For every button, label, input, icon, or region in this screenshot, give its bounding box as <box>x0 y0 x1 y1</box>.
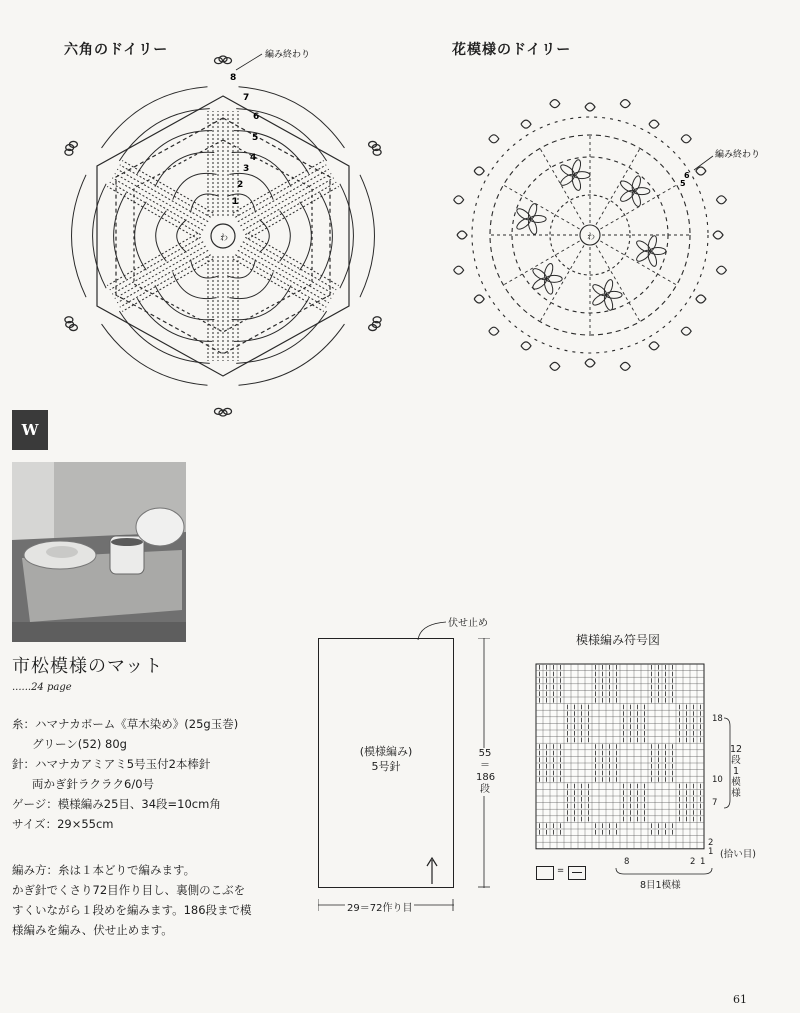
needle-size-label: 5号針 <box>371 760 401 773</box>
bind-off-label: 伏せ止め <box>448 618 488 629</box>
mat-photo <box>12 462 186 642</box>
section-tag: W <box>12 410 48 450</box>
row-label-7: 7 <box>712 798 718 808</box>
col-label-2: 2 <box>690 857 696 867</box>
hex-round-6: 6 <box>253 112 260 122</box>
knit-direction-arrow <box>424 854 444 888</box>
legend-purl-symbol <box>568 866 586 880</box>
flower-doily-diagram <box>440 80 770 380</box>
hex-round-1: 1 <box>232 197 239 207</box>
hex-round-3: 3 <box>243 164 250 174</box>
repeat-rows-4: 模 <box>731 777 741 788</box>
hex-doily-diagram <box>40 40 420 440</box>
page-reference: ......24 page <box>12 682 72 693</box>
needle-line: 針：ハマナカアミアミ5号玉付2本棒針 <box>12 757 211 771</box>
repeat-rows-2: 段 <box>731 755 741 766</box>
flower-round-5: 5 <box>680 179 686 188</box>
height-eq: ＝ <box>480 760 490 771</box>
howto-line: かぎ針でくさり72目作り目し、裏側のこぶを <box>12 883 246 897</box>
stitch-chart-grid <box>530 660 720 856</box>
gauge-line: ゲージ：模様編み25目、34段=10cm角 <box>12 797 221 811</box>
repeat-rows-3: 1 <box>732 766 740 777</box>
height-cm: 55 <box>478 748 492 759</box>
repeat-cols-label: 8目1模様 <box>640 880 681 891</box>
howto-line: 様編みを編み、伏せ止めます。 <box>12 923 173 937</box>
chart-title: 模様編み符号図 <box>576 633 661 647</box>
col-label-1: 1 <box>700 857 706 867</box>
yarn-line: 糸：ハマナカボーム《草木染め》(25g玉巻) <box>12 717 239 731</box>
howto-instructions <box>12 860 252 940</box>
mat-materials <box>12 714 238 834</box>
col-label-8: 8 <box>624 857 630 867</box>
hex-round-8: 8 <box>230 73 237 83</box>
repeat-rows-5: 様 <box>731 788 741 799</box>
hex-center-label: わ <box>220 233 228 242</box>
height-rows-unit: 段 <box>480 784 490 795</box>
hex-round-7: 7 <box>243 93 250 103</box>
flower-round-6: 6 <box>684 171 690 180</box>
size-line: サイズ：29×55cm <box>12 817 114 831</box>
page-number: 61 <box>733 993 747 1006</box>
row-label-10: 10 <box>712 775 723 785</box>
height-rows: 186 <box>476 772 496 783</box>
howto-line: 編み方：糸は１本どりで編みます。 <box>12 863 196 877</box>
flower-center-label: わ <box>587 232 595 241</box>
hex-end-label: 編み終わり <box>265 50 311 60</box>
pickup-label: (拾い目) <box>720 849 756 860</box>
mat-title: 市松模様のマット <box>12 656 164 677</box>
flower-end-label: 編み終わり <box>715 150 761 160</box>
width-label: 29＝72作り目 <box>345 899 414 914</box>
legend-equals: = <box>557 866 565 876</box>
needle-line-2: 両かぎ針ラクラク6/0号 <box>32 777 155 791</box>
legend-knit-symbol <box>536 866 554 880</box>
row-label-18: 18 <box>712 714 723 724</box>
row-label-2: 2 <box>708 838 714 848</box>
repeat-rows-1: 12 <box>730 744 743 755</box>
hex-doily-title: 六角のドイリー <box>64 42 169 58</box>
hex-round-2: 2 <box>237 180 244 190</box>
flower-doily-title: 花模様のドイリー <box>452 42 572 58</box>
pattern-label: (模様編み) <box>359 745 413 758</box>
hex-round-4: 4 <box>250 153 257 163</box>
yarn-color: グリーン(52) 80g <box>32 737 127 751</box>
howto-line: すくいながら１段めを編みます。186段まで模 <box>12 903 252 917</box>
hex-round-5: 5 <box>252 133 259 143</box>
row-label-1: 1 <box>708 847 714 857</box>
